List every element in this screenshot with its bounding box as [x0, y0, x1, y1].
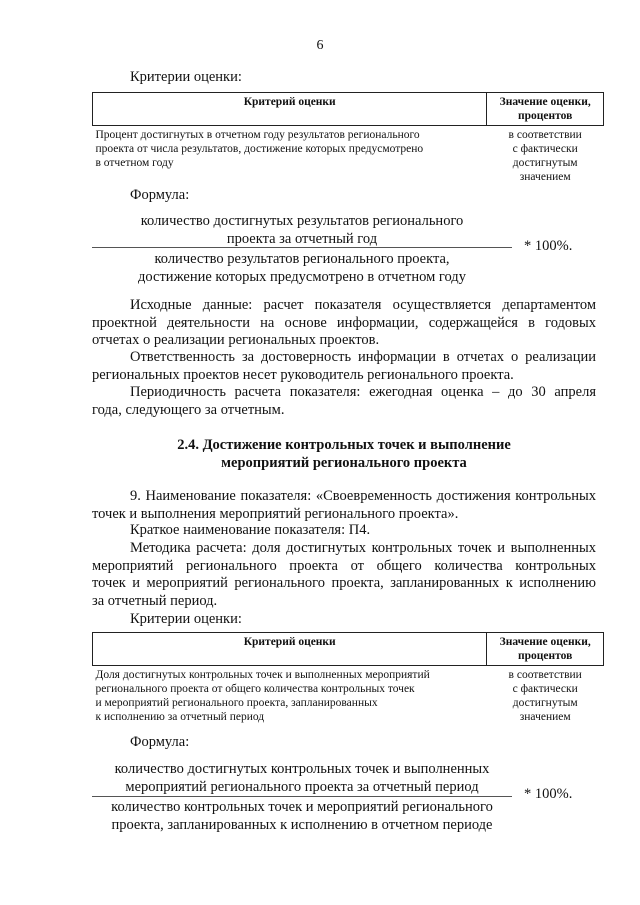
table-cell-criterion	[93, 666, 487, 727]
paragraph-line: за отчетный период.	[92, 592, 218, 609]
paragraph-line: Методика расчета: доля достигнутых контрольных точек и выполненных	[130, 540, 596, 556]
denominator-line: проекта, запланированных к исполнению в отчетном периоде	[111, 817, 493, 833]
cell-line: Доля достигнутых контрольных точек и выполненных мероприятий	[95, 669, 430, 681]
table-row	[93, 126, 604, 187]
formula-denominator	[92, 250, 512, 286]
paragraph-line: точек и выполнения мероприятий регионального проекта».	[92, 505, 459, 522]
cell-line: значением	[519, 171, 571, 183]
criteria-label: Критерии оценки:	[130, 69, 242, 85]
cell-line: достигнутым	[512, 157, 578, 169]
numerator-line: мероприятий регионального проекта за отчетный период	[125, 779, 479, 795]
formula-multiplier: * 100%.	[524, 786, 573, 802]
paragraph-line: 9. Наименование показателя: «Своевременность достижения контрольных	[130, 488, 596, 504]
numerator-line: количество достигнутых результатов регионального	[140, 213, 464, 229]
table-cell-value	[487, 666, 604, 727]
paragraph-periodicity	[92, 384, 596, 419]
cell-line: в отчетном году	[95, 157, 174, 169]
heading-line: 2.4. Достижение контрольных точек и выполнение	[177, 437, 511, 453]
paragraph-line: Исходные данные: расчет показателя осуществляется департаментом	[130, 297, 596, 313]
fraction-bar	[92, 247, 512, 248]
cell-line: и мероприятий регионального проекта, запланированных	[95, 697, 378, 709]
paragraph-line: проектной деятельности на основе информации, содержащейся в годовых	[92, 314, 596, 331]
denominator-line: достижение которых предусмотрено в отчетном году	[138, 269, 466, 285]
cell-line: с фактически	[512, 683, 578, 695]
table-cell-value	[487, 126, 604, 187]
table-header-criterion: Критерий оценки	[93, 633, 487, 666]
criteria-label: Критерии оценки:	[130, 611, 242, 627]
criteria-table	[92, 632, 604, 726]
cell-line: в соответствии	[508, 129, 582, 141]
paragraph-indicator-name	[92, 488, 596, 523]
section-heading	[92, 436, 596, 472]
paragraph-line: Периодичность расчета показателя: ежегодная оценка – до 30 апреля	[130, 384, 596, 400]
paragraph-line: отчетах о реализации региональных проектов.	[92, 332, 380, 348]
fraction-bar	[92, 796, 512, 797]
paragraph-line: года, следующего за отчетным.	[92, 401, 285, 418]
formula-multiplier: * 100%.	[524, 238, 573, 254]
denominator-line: количество контрольных точек и мероприятий регионального	[111, 799, 493, 815]
heading-line: мероприятий регионального проекта	[221, 455, 467, 471]
paragraph-short-name	[92, 522, 596, 540]
table-header-value-text: Значение оценки, процентов	[499, 96, 591, 122]
cell-line: с фактически	[512, 143, 578, 155]
formula-denominator	[92, 798, 512, 834]
paragraph-method	[92, 540, 596, 610]
formula-label: Формула:	[130, 187, 190, 203]
table-row	[93, 666, 604, 727]
numerator-line: проекта за отчетный год	[226, 231, 378, 247]
paragraph-line: Краткое наименование показателя: П4.	[130, 522, 371, 538]
formula-label: Формула:	[130, 734, 190, 750]
page-number: 6	[316, 38, 324, 53]
table-header-criterion: Критерий оценки	[93, 93, 487, 126]
formula-numerator	[92, 212, 512, 248]
cell-line: к исполнению за отчетный период	[95, 711, 265, 723]
criteria-table	[92, 92, 604, 186]
table-header-value-text: Значение оценки, процентов	[499, 636, 591, 662]
cell-line: проекта от числа результатов, достижение которых предусмотрено	[95, 143, 424, 155]
table-header-value	[487, 633, 604, 666]
cell-line: в соответствии	[508, 669, 582, 681]
paragraph-line: мероприятий регионального проекта от общего количества контрольных	[92, 557, 596, 574]
table-header-value	[487, 93, 604, 126]
cell-line: регионального проекта от общего количества контрольных точек	[95, 683, 415, 695]
cell-line: достигнутым	[512, 697, 578, 709]
numerator-line: количество достигнутых контрольных точек и выполненных	[114, 761, 490, 777]
paragraph-responsibility	[92, 349, 596, 384]
paragraph-line: региональных проектов несет руководитель регионального проекта.	[92, 366, 514, 383]
denominator-line: количество результатов регионального проекта,	[154, 251, 450, 267]
formula-numerator	[92, 760, 512, 796]
cell-line: значением	[519, 711, 571, 723]
paragraph-line: Ответственность за достоверность информации в отчетах о реализации	[130, 349, 596, 365]
paragraph-source-data	[92, 297, 596, 350]
table-cell-criterion	[93, 126, 487, 187]
cell-line: Процент достигнутых в отчетном году результатов регионального	[95, 129, 420, 141]
paragraph-line: точек и мероприятий регионального проекта, запланированных к исполнению	[92, 575, 596, 591]
